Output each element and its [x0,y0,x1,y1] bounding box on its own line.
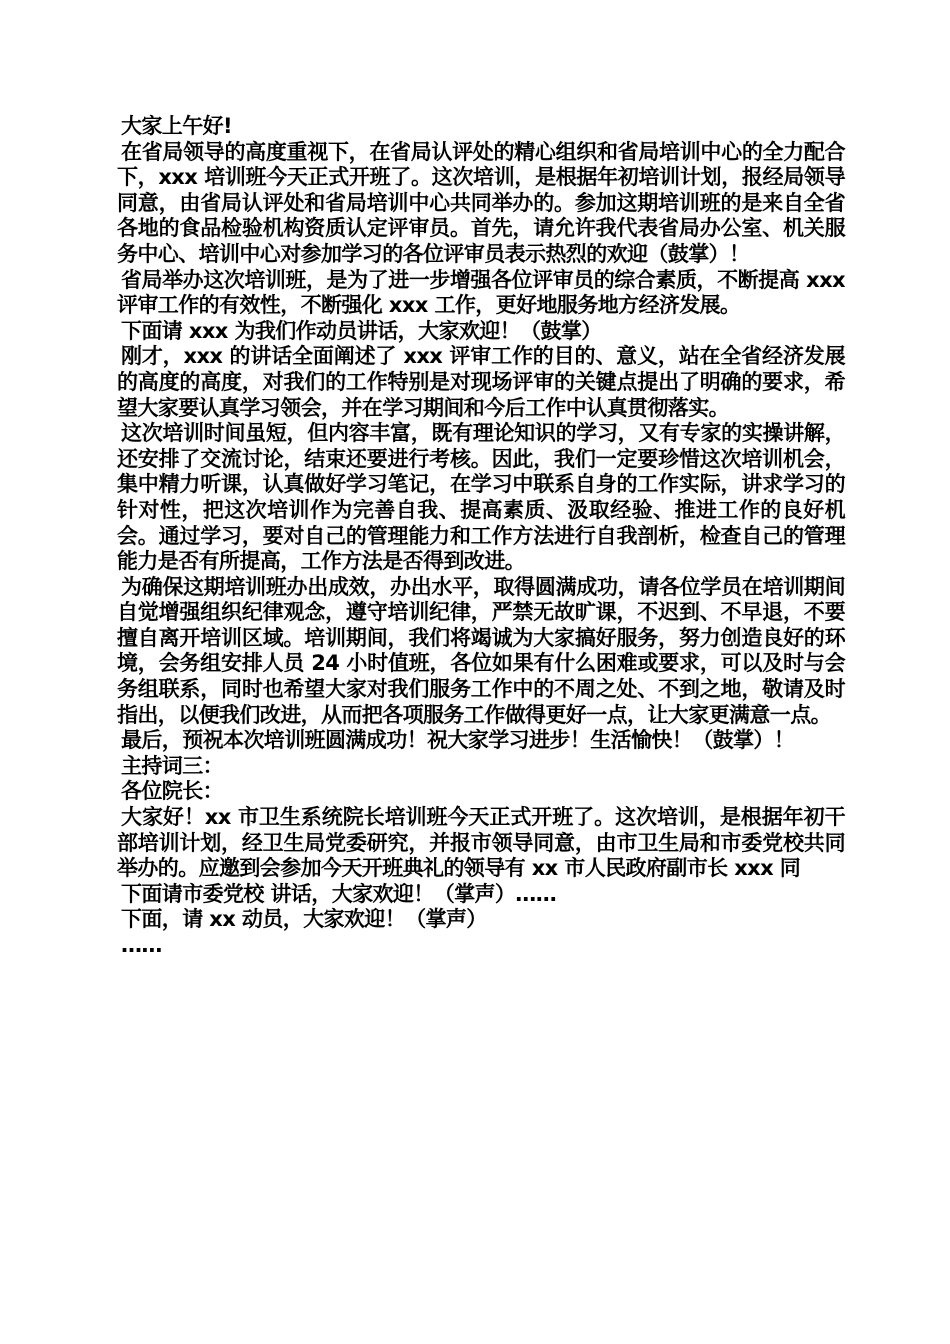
greeting-paragraph: 大家上午好! [121,114,232,138]
salutation-paragraph: 各位院长： [121,779,223,804]
document-body [117,114,845,959]
purpose-paragraph: 省局举办这次培训班，是为了进一步增强各位评审员的综合素质，不断提高 xxx 评审工作的有效性，不断强化 xxx 工作，更好地服务地方经济发展。 [117,267,845,318]
second-opening-paragraph: 大家好！xx 市卫生系统院长培训班今天正式开班了。这次培训，是根据年初干部培训计划，经卫生局党委研究，并报市领导同意，由市卫生局和市委党校共同举办的。应邀到会参加今天开班典礼的领导有 xx 市人民政府副市长 xxx 同 [117,805,845,881]
closing-wishes-paragraph: 最后，预祝本次培训班圆满成功！祝大家学习进步！生活愉快！（鼓掌）！ [121,728,795,753]
mobilization-speech-paragraph: 下面，请 xx 动员，大家欢迎！（掌声） [121,907,487,932]
discipline-paragraph: 为确保这期培训班办出成效，办出水平，取得圆满成功，请各位学员在培训期间自觉增强组织纪律观念，遵守培训纪律，严禁无故旷课，不迟到、不早退，不要擅自离开培训区域。培训期间，我们将竭诚为大家搞好服务，努力创造良好的环境，会务组安排人员 24 小时值班，各位如果有什么困难或要求，可以及时与会务组联系，同时也希望大家对我们服务工作中的不周之处、不到之地，敬请及时指出，以便我们改进，从而把各项服务工作做得更好一点，让大家更满意一点。 [117,574,845,727]
speech-invitation-paragraph: 下面请 xxx 为我们作动员讲话，大家欢迎！（鼓掌） [121,318,602,343]
training-content-paragraph: 这次培训时间虽短，但内容丰富，既有理论知识的学习，又有专家的实操讲解，还安排了交流讨论，结束还要进行考核。因此，我们一定要珍惜这次培训机会，集中精力听课，认真做好学习笔记，在学习中联系自身的工作实际，讲求学习的针对性，把这次培训作为完善自我、提高素质、汲取经验、推进工作的良好机会。通过学习，要对自己的管理能力和工作方法进行自我剖析，检查自己的管理能力是否有所提高，工作方法是否得到改进。 [117,421,845,574]
opening-paragraph: 在省局领导的高度重视下，在省局认评处的精心组织和省局培训中心的全力配合下，xxx 培训班今天正式开班了。这次培训，是根据年初培训计划，报经局领导同意，由省局认评处和省局培训中心共同举办的。参加这期培训班的是来自全省各地的食品检验机构资质认定评审员。首先，请允许我代表省局办公室、机关服务中心、培训中心对参加学习的各位评审员表示热烈的欢迎（鼓掌）！ [117,139,845,266]
section-heading: 主持词三： [121,753,223,778]
party-school-speech-paragraph: 下面请市委党校 讲话，大家欢迎！（掌声）…… [121,881,557,906]
ellipsis-paragraph: …… [121,933,162,957]
speech-summary-paragraph: 刚才，xxx 的讲话全面阐述了 xxx 评审工作的目的、意义，站在全省经济发展的高度的高度，对我们的工作特别是对现场评审的关键点提出了明确的要求，希望大家要认真学习领会，并在学习期间和今后工作中认真贯彻落实。 [117,344,845,420]
